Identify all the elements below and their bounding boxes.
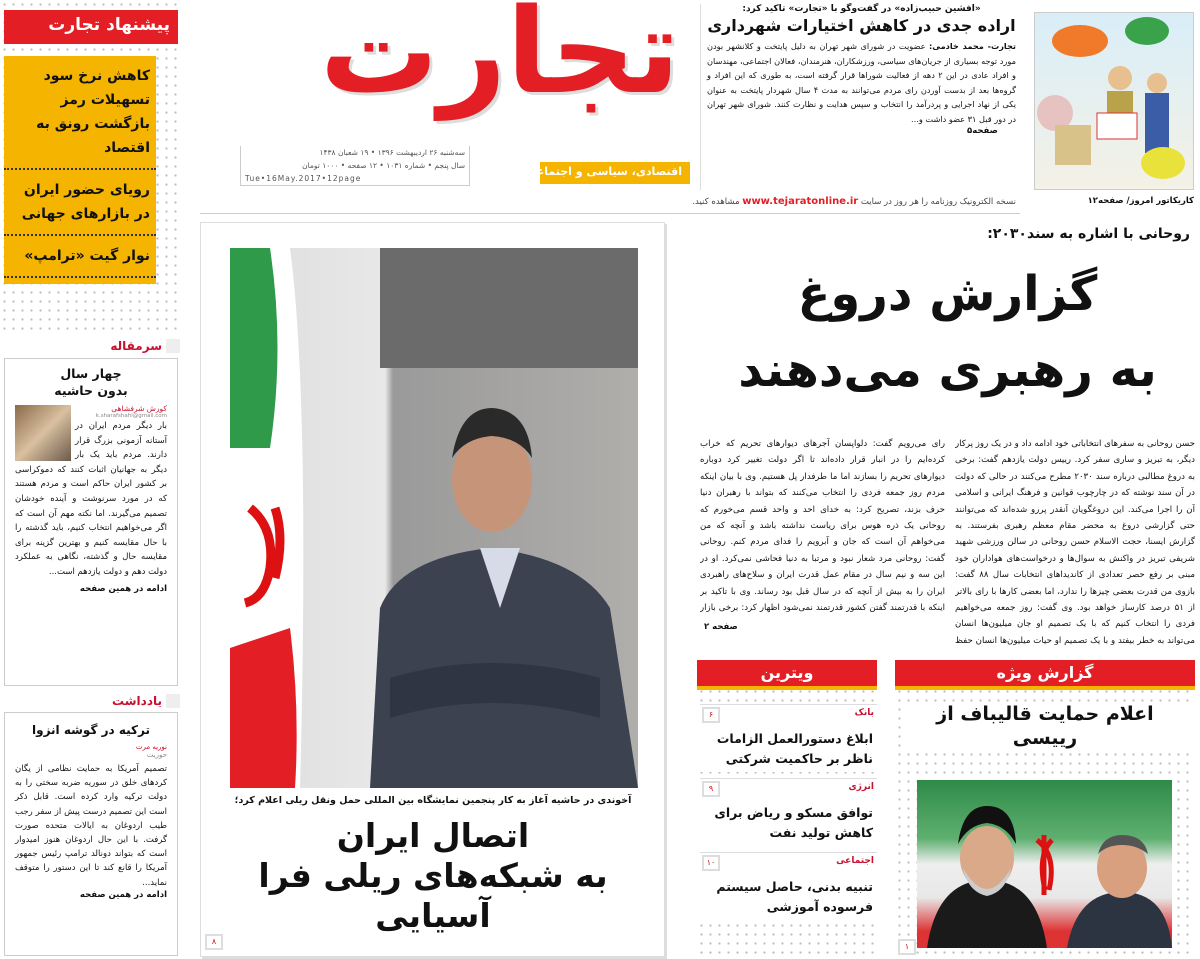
special-report	[895, 660, 1195, 957]
photo-illustration	[917, 780, 1172, 948]
photo-illustration	[230, 248, 638, 788]
editorial-email: k.sharafshahi@gmail.com	[95, 413, 167, 419]
special-photo[interactable]	[917, 780, 1172, 948]
editorial[interactable]	[4, 358, 178, 686]
website-link[interactable]: www.tejaratonline.ir	[742, 196, 859, 207]
suggest-item-title: رویای حضور ایران در بازارهای جهانی	[21, 182, 150, 222]
logo: تجارت	[319, 0, 680, 120]
editorial-title: چهار سال بدون حاشیه	[54, 366, 128, 398]
cartoon[interactable]	[1034, 12, 1194, 190]
vitrin	[697, 660, 877, 957]
top-story[interactable]	[700, 4, 1016, 190]
cartoon-image	[1035, 13, 1193, 189]
note-author: نوریه مرت	[135, 743, 167, 751]
vitrin-section-label: بانک ۶	[700, 704, 877, 726]
main-photo[interactable]	[230, 248, 638, 788]
special-header: گزارش ویژه	[895, 660, 1195, 690]
note-title: ترکیه در گوشه انزوا	[32, 723, 150, 737]
suggest-header: پیشنهاد تجارت	[4, 10, 178, 44]
special-title[interactable]: اعلام حمایت قالیباف از رییسی	[901, 702, 1189, 750]
lead-column-2: رای می‌رویم گفت: دلواپسان آجرهای دیوارهای تحریم که خراب کرده‌ایم را در انبار قرار داده‌اند تا اگر دولت تغییر کرد دوباره دیوارهای تحریم را بسازند اما ما طرفدار پل هستیم. وی با بیان اینکه مردم روز جمعه فردی را انتخاب می‌کنند که بتواند با رهبران دنیا حرف بزند، تصریح کرد: به خدای احد و واحد قسم می‌خورم که روحانی یک ذره هوس برای ریاست نداشته باشد و آنچه که من می‌خواهم آن است که جان و آبرویم را فدای مردم کنم. روحانی گفت: روحانی مرد شعار نبود و مرتبا به دنیا فحاشی نمی‌کرد. او در این سه و نیم سال در مقام عمل قدرت ایران و سلاح‌های راهبردی ایران را به بیش از آنچه که در سال قبل بود رساند. وی با تاکید بر اینکه با قدرتمند گفتن کشور قدرتمند نمی‌شود اظهار کرد: برخی بازار	[700, 439, 945, 614]
top-story-title: اراده جدی در کاهش اختیارات شهرداری	[707, 16, 1016, 35]
date-en: Tue•16May.2017•12page	[245, 174, 362, 183]
editorial-author: کورش شرفشاهی	[111, 404, 167, 413]
note-source: حوریت	[146, 751, 167, 759]
note[interactable]	[4, 712, 178, 956]
vitrin-header: ویترین	[697, 660, 877, 690]
online-pre: نسخه الکترونیک روزنامه را هر روز در سایت	[860, 197, 1016, 207]
note-more[interactable]: ادامه در همین صفحه	[79, 889, 167, 900]
lead-column-1: حسن روحانی به سفرهای انتخاباتی خود ادامه داد و در یک روز پرکار دیگر، به تبریز و ساری سفر کرد. رییس دولت یازدهم گفت: برخی به دروغ مطالبی درباره سند ۲۰۳۰ مطرح می‌کنند در حالی که دولت در آن سند نوشته که در چارچوب قوانین و فرهنگ ایرانی و اسلامی آن را اجرا می‌کند. این دروغگویان آنقدر پررو شده‌اند که می‌توانند حتی گزارشی دروغ به محضر مقام معظم رهبری بفرستند. به گزارش ایسنا، حجت الاسلام حسن روحانی در سالن ورزشی شهید شریفی تبریز در واکنش به سوال‌ها و درخواست‌های هواداران خود مبنی بر رفع حصر تعدادی از کاندیداهای انتخابات سال ۸۸ گفت: بازوی من قدرت بعضی چیزها را ندارد، اما بعضی کارها با رای بالاتر از ۵۱ درصد کارساز خواهد بود. وی گفت: روز جمعه می‌خواهیم فردی را انتخاب کنیم که با یک تصمیم او جان میلیون‌ها انسان می‌تواند به خطر بیفتد و با یک تصمیم او حیات میلیون‌ها انسان حفظ	[955, 439, 1195, 646]
editorial-more[interactable]: ادامه در همین صفحه	[79, 583, 167, 594]
tagline: اقتصادی، سیاسی و اجتماعی	[540, 162, 690, 184]
online-post: مشاهده کنید.	[692, 197, 740, 207]
lead-headline[interactable]: گزارش دروغ به رهبری می‌دهند	[738, 266, 1157, 398]
note-label: یادداشت	[110, 694, 180, 708]
suggest-box	[4, 56, 156, 284]
suggest-item-title: کاهش نرخ سود تسهیلات رمز بازگشت رونق به اقتصاد	[36, 68, 150, 156]
page-number: ۸	[205, 934, 223, 950]
vitrin-item[interactable]: توافق مسکو و ریاض برای کاهش تولید نفت	[700, 800, 877, 846]
vitrin-item[interactable]: ابلاغ دستورالعمل الزامات ناظر بر حاکمیت شرکتی	[700, 726, 877, 772]
suggest-item-title: نوار گیت «ترامپ»	[24, 248, 150, 264]
suggest-item[interactable]	[4, 170, 156, 236]
vitrin-item[interactable]: تنبیه بدنی، حاصل سیستم فرسوده آموزشی	[700, 874, 877, 920]
top-story-page: صفحه۵	[967, 126, 998, 136]
vitrin-section-label: انرژی ۹	[700, 778, 877, 800]
suggest-item[interactable]	[4, 56, 156, 170]
date-fa: سه‌شنبه ۲۶ اردیبهشت ۱۳۹۶ • ۱۹ شعبان ۱۴۳۸	[319, 148, 465, 157]
top-story-body: عضویت در شورای شهر تهران به دلیل پایتخت و کلانشهر بودن مورد توجه بسیاری از جریان‌های سیاسی، ورزشکاران، هنرمندان، فعالان اجتماعی، مهندسان و افراد عادی در این ۲ دهه از فعالیت شوراها قرار گرفته است، به طوری که این افراد و گروه‌ها بعد از بدست آوردن رای مردم می‌توانند به مدت ۴ سال شهردار پایتخت به عنوان یکی از نهاد اجرایی و پردرآمد را انتخاب و سپس هدایت و نظارت کنند. شورای شهر تهران در دور قبل ۳۱ عضو داشت و...	[707, 41, 1016, 124]
top-story-kicker: «افشین حبیب‌زاده» در گفت‌وگو با «تجارت» تاکید کرد:	[742, 4, 981, 14]
issue-fa: سال پنجم • شماره ۱۰۳۱ • ۱۲ صفحه • ۱۰۰۰ تومان	[302, 161, 465, 170]
lead-page[interactable]: صفحه ۲	[704, 622, 738, 632]
main-kicker: آخوندی در حاشیه آغاز به کار پنجمین نمایشگاه بین المللی حمل ونقل ریلی اعلام کرد؛	[234, 795, 632, 806]
online-line	[480, 195, 1016, 209]
editorial-label: سرمقاله	[110, 339, 180, 353]
divider	[200, 213, 1020, 214]
cartoon-caption: کاریکاتور امروز/ صفحه۱۲	[1087, 196, 1194, 206]
top-story-byline: تجارت- محمد خادمی:	[929, 41, 1016, 51]
main-headline[interactable]: اتصال ایران به شبکه‌های ریلی فرا آسیایی	[258, 816, 608, 935]
note-body: تصمیم آمریکا به حمایت نظامی از یگان کردهای خلق در سوریه ضربه سختی را به دولت ترکیه وارد کرده است. قابل ذکر است این تصمیم درست پیش از سفر رجب طیب اردوغان به ایالات متحده صورت گرفت. با این حال اردوغان هنوز امیدوار است که بتواند دونالد ترامپ رئیس جمهور آمریکا را قانع کند تا این دستور را متوقف نماید...	[15, 764, 167, 888]
suggest-item[interactable]	[4, 236, 156, 278]
page-number: ۱	[898, 939, 916, 955]
masthead	[200, 0, 690, 195]
author-photo	[15, 405, 71, 461]
lead-kicker: روحانی با اشاره به سند۲۰۳۰:	[987, 226, 1190, 242]
vitrin-section-label: اجتماعی ۱۰	[700, 852, 877, 874]
editorial-body: بار دیگر مردم ایران در آستانه آزمونی بزرگ قرار دارند. مردم باید یک بار دیگر به جهانیان اثبات کنند که دموکراسی بر کشور ایران حاکم است و مردم هستند که در مورد سرنوشت و آینده خودشان تصمیم می‌گیرند. اما نکته مهم آن است که اگر می‌خواهیم انتخاب کنیم، باید گذشته را با حال مقایسه کنیم و بهترین گزینه برای مقایسه حال و گذشته، نگاهی به عملکرد دولت دهم و دولت یازدهم است...	[15, 421, 167, 577]
suggest-section	[0, 0, 180, 330]
date-block	[240, 146, 470, 186]
